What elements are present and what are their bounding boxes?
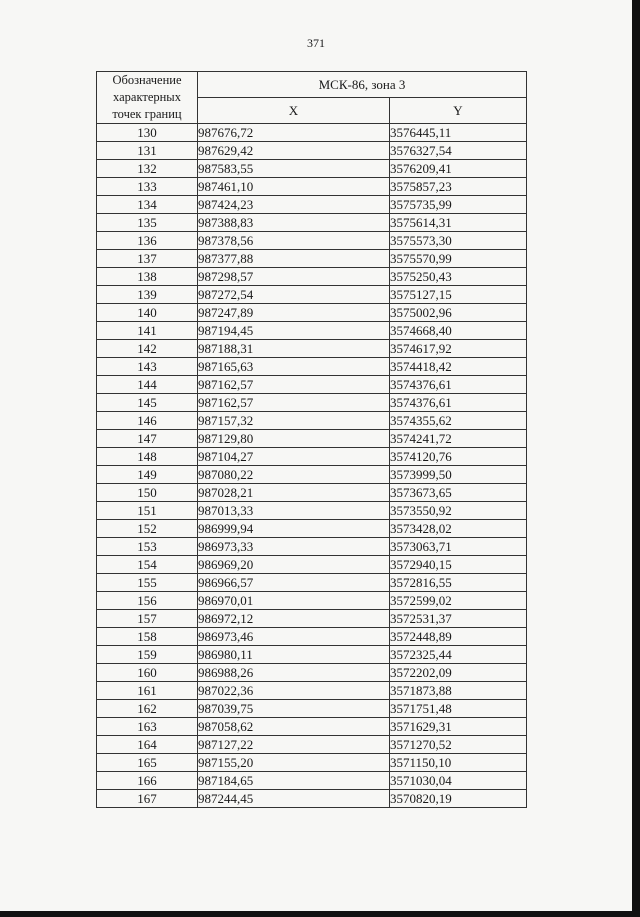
x-column-header: X [198,98,390,124]
point-cell: 132 [97,160,198,178]
table-row [97,682,527,700]
x-cell: 987165,63 [198,358,390,376]
point-cell: 163 [97,718,198,736]
table-row [97,358,527,376]
x-cell: 986980,11 [198,646,390,664]
point-cell: 145 [97,394,198,412]
y-cell: 3574617,92 [390,340,527,358]
point-cell: 153 [97,538,198,556]
y-cell: 3571270,52 [390,736,527,754]
x-cell: 986973,46 [198,628,390,646]
x-cell: 986966,57 [198,574,390,592]
table-row [97,448,527,466]
x-cell: 987247,89 [198,304,390,322]
point-cell: 157 [97,610,198,628]
table-row [97,142,527,160]
table-row [97,286,527,304]
point-cell: 140 [97,304,198,322]
point-cell: 158 [97,628,198,646]
point-cell: 146 [97,412,198,430]
y-cell: 3572816,55 [390,574,527,592]
x-cell: 987629,42 [198,142,390,160]
x-cell: 987298,57 [198,268,390,286]
y-cell: 3571629,31 [390,718,527,736]
y-column-header: Y [390,98,527,124]
table-row [97,412,527,430]
y-cell: 3572599,02 [390,592,527,610]
table-row [97,376,527,394]
table-row [97,718,527,736]
point-cell: 131 [97,142,198,160]
y-cell: 3572448,89 [390,628,527,646]
table-row [97,484,527,502]
y-cell: 3575573,30 [390,232,527,250]
x-cell: 987272,54 [198,286,390,304]
point-cell: 162 [97,700,198,718]
y-cell: 3575735,99 [390,196,527,214]
y-cell: 3573999,50 [390,466,527,484]
y-cell: 3571030,04 [390,772,527,790]
x-cell: 987377,88 [198,250,390,268]
y-cell: 3574376,61 [390,394,527,412]
x-cell: 986973,33 [198,538,390,556]
y-cell: 3575857,23 [390,178,527,196]
y-cell: 3572531,37 [390,610,527,628]
point-cell: 137 [97,250,198,268]
point-cell: 151 [97,502,198,520]
point-cell: 155 [97,574,198,592]
x-cell: 987157,32 [198,412,390,430]
point-cell: 134 [97,196,198,214]
y-cell: 3575570,99 [390,250,527,268]
y-cell: 3573550,92 [390,502,527,520]
table-row [97,610,527,628]
table-row [97,556,527,574]
point-cell: 133 [97,178,198,196]
table-row [97,538,527,556]
table-row [97,124,527,142]
y-cell: 3573673,65 [390,484,527,502]
x-cell: 987184,65 [198,772,390,790]
table-row [97,502,527,520]
point-cell: 161 [97,682,198,700]
x-cell: 987162,57 [198,394,390,412]
x-cell: 987013,33 [198,502,390,520]
y-cell: 3576327,54 [390,142,527,160]
x-cell: 987039,75 [198,700,390,718]
table-row [97,736,527,754]
table-row [97,322,527,340]
point-cell: 148 [97,448,198,466]
x-cell: 987155,20 [198,754,390,772]
y-cell: 3576209,41 [390,160,527,178]
point-cell: 135 [97,214,198,232]
x-cell: 987461,10 [198,178,390,196]
table-row [97,646,527,664]
x-cell: 987104,27 [198,448,390,466]
table-row [97,592,527,610]
x-cell: 987194,45 [198,322,390,340]
point-cell: 139 [97,286,198,304]
y-cell: 3572325,44 [390,646,527,664]
x-cell: 987058,62 [198,718,390,736]
point-cell: 167 [97,790,198,808]
x-cell: 987022,36 [198,682,390,700]
point-cell: 143 [97,358,198,376]
table-row [97,340,527,358]
point-cell: 130 [97,124,198,142]
table-row [97,304,527,322]
table-row [97,754,527,772]
coordinates-table [96,71,527,808]
x-cell: 986970,01 [198,592,390,610]
table-row [97,574,527,592]
x-cell: 987188,31 [198,340,390,358]
y-cell: 3571150,10 [390,754,527,772]
point-cell: 166 [97,772,198,790]
table-row [97,196,527,214]
x-cell: 987162,57 [198,376,390,394]
x-cell: 987388,83 [198,214,390,232]
x-cell: 987583,55 [198,160,390,178]
y-cell: 3571751,48 [390,700,527,718]
point-cell: 136 [97,232,198,250]
x-cell: 986999,94 [198,520,390,538]
table-row [97,790,527,808]
table-row [97,430,527,448]
point-cell: 154 [97,556,198,574]
y-cell: 3575127,15 [390,286,527,304]
point-cell: 144 [97,376,198,394]
y-cell: 3575614,31 [390,214,527,232]
point-cell: 141 [97,322,198,340]
y-cell: 3570820,19 [390,790,527,808]
table-row [97,250,527,268]
coordinate-system-header: МСК-86, зона 3 [198,72,527,98]
y-cell: 3574668,40 [390,322,527,340]
point-cell: 160 [97,664,198,682]
y-cell: 3575250,43 [390,268,527,286]
table-row [97,394,527,412]
page-number: 371 [307,36,325,50]
y-cell: 3572202,09 [390,664,527,682]
point-cell: 147 [97,430,198,448]
point-cell: 165 [97,754,198,772]
point-cell: 152 [97,520,198,538]
x-cell: 987028,21 [198,484,390,502]
point-cell: 164 [97,736,198,754]
y-cell: 3574120,76 [390,448,527,466]
y-cell: 3574418,42 [390,358,527,376]
table-row [97,664,527,682]
x-cell: 987080,22 [198,466,390,484]
table-row [97,520,527,538]
table-body [97,124,527,808]
y-cell: 3571873,88 [390,682,527,700]
point-cell: 150 [97,484,198,502]
x-cell: 987378,56 [198,232,390,250]
x-cell: 986988,26 [198,664,390,682]
y-cell: 3573428,02 [390,520,527,538]
y-cell: 3574241,72 [390,430,527,448]
point-cell: 142 [97,340,198,358]
x-cell: 987129,80 [198,430,390,448]
table-row [97,466,527,484]
x-cell: 987424,23 [198,196,390,214]
table-row [97,628,527,646]
x-cell: 987676,72 [198,124,390,142]
y-cell: 3574355,62 [390,412,527,430]
y-cell: 3575002,96 [390,304,527,322]
x-cell: 987244,45 [198,790,390,808]
table-row [97,232,527,250]
table-row [97,772,527,790]
y-cell: 3574376,61 [390,376,527,394]
y-cell: 3572940,15 [390,556,527,574]
point-cell: 149 [97,466,198,484]
point-column-header: Обозначение характерных точек границ [97,72,198,124]
table-row [97,160,527,178]
y-cell: 3573063,71 [390,538,527,556]
table-row [97,268,527,286]
point-cell: 159 [97,646,198,664]
table-row [97,700,527,718]
table-row [97,214,527,232]
table-row [97,178,527,196]
x-cell: 986972,12 [198,610,390,628]
x-cell: 987127,22 [198,736,390,754]
point-cell: 138 [97,268,198,286]
point-cell: 156 [97,592,198,610]
x-cell: 986969,20 [198,556,390,574]
y-cell: 3576445,11 [390,124,527,142]
